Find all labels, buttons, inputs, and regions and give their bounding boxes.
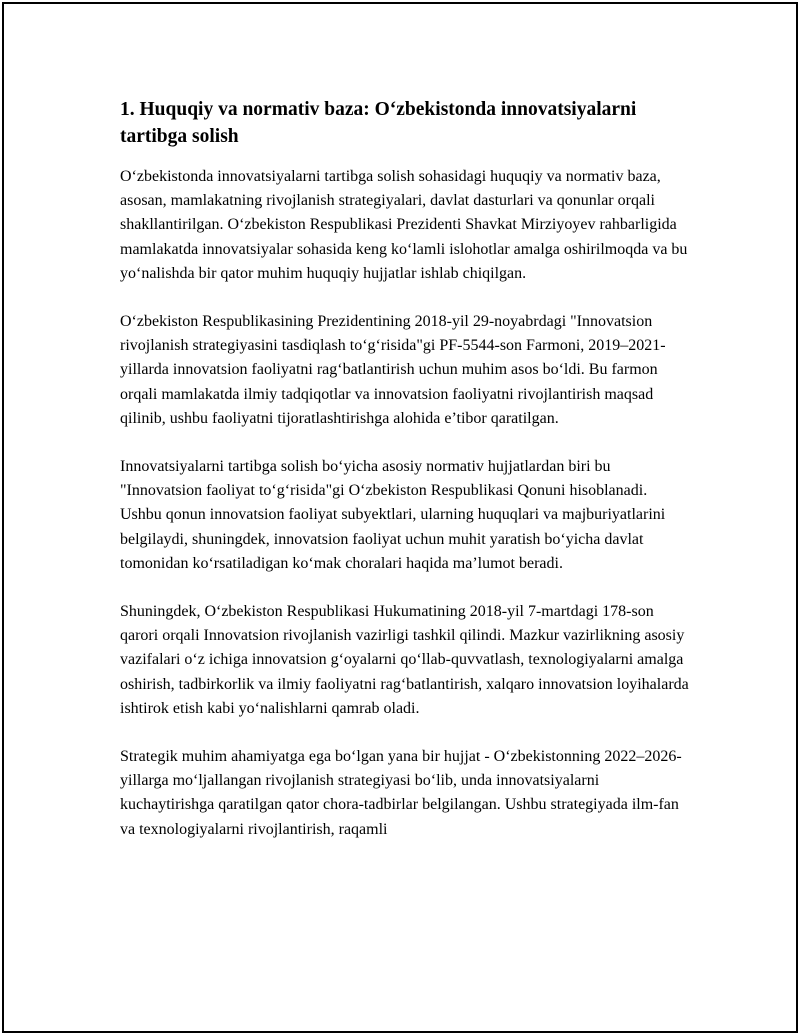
paragraph-presidential-decree: O‘zbekiston Respublikasining Prezidentining 2018-yil 29-noyabrdagi "Innovatsion rivojlanish strategiyasini tasdiqlash to‘g‘risida"gi PF-5544-son Farmoni, 2019–2021-yillarda innovatsion faoliyatni rag‘batlantirish uchun muhim asos bo‘ldi. Bu farmon orqali mamlakatda ilmiy tadqiqotlar va innovatsion faoliyatni rivojlantirish maqsad qilinib, ushbu faoliyatni tijoratlashtirishga alohida e’tibor qaratilgan. [120, 313, 666, 427]
paragraph-ministry-resolution: Shuningdek, O‘zbekiston Respublikasi Hukumatining 2018-yil 7-martdagi 178-son qarori orqali Innovatsion rivojlanish vazirligi tashkil qilindi. Mazkur vazirlikning asosiy vazifalari o‘z ichiga innovatsion g‘oyalarni qo‘llab-quvvatlash, texnologiyalarni amalga oshirish, tadbirkorlik va ilmiy faoliyatni rag‘batlantirish, xalqaro innovatsion loyihalarda ishtirok etish kabi yo‘nalishlarni qamrab oladi. [120, 603, 689, 717]
section-heading: 1. Huquqiy va normativ baza: O‘zbekistonda innovatsiyalarni tartibga solish [120, 99, 637, 147]
paragraph-legal-framework: O‘zbekistonda innovatsiyalarni tartibga solish sohasidagi huquqiy va normativ baza, asosan, mamlakatning rivojlanish strategiyalari, davlat dasturlari va qonunlar orqali shakllantirilgan. O‘zbekiston Respublikasi Prezidenti Shavkat Mirziyoyev rahbarligida mamlakatda innovatsiyalar sohasida keng ko‘lamli islohotlar amalga oshirilmoqda va bu yo‘nalishda bir qator muhim huquqiy hujjatlar ishlab chiqilgan. [120, 168, 688, 282]
paragraph-innovation-law: Innovatsiyalarni tartibga solish bo‘yicha asosiy normativ hujjatlardan biri bu "Innovatsion faoliyat to‘g‘risida"gi O‘zbekiston Respublikasi Qonuni hisoblanadi. Ushbu qonun innovatsion faoliyat subyektlari, ularning huquqlari va majburiyatlarini belgilaydi, shuningdek, innovatsion faoliyat uchun muhit yaratish bo‘yicha davlat tomonidan ko‘rsatiladigan ko‘mak choralari haqida ma’lumot beradi. [120, 458, 666, 572]
paragraph-development-strategy: Strategik muhim ahamiyatga ega bo‘lgan yana bir hujjat - O‘zbekistonning 2022–2026-yillarga mo‘ljallangan rivojlanish strategiyasi bo‘lib, unda innovatsiyalarni kuchaytirishga qaratilgan qator chora-tadbirlar belgilangan. Ushbu strategiyada ilm-fan va texnologiyalarni rivojlantirish, raqamli [120, 748, 682, 838]
document-content [120, 96, 692, 866]
document-page [2, 2, 798, 1033]
